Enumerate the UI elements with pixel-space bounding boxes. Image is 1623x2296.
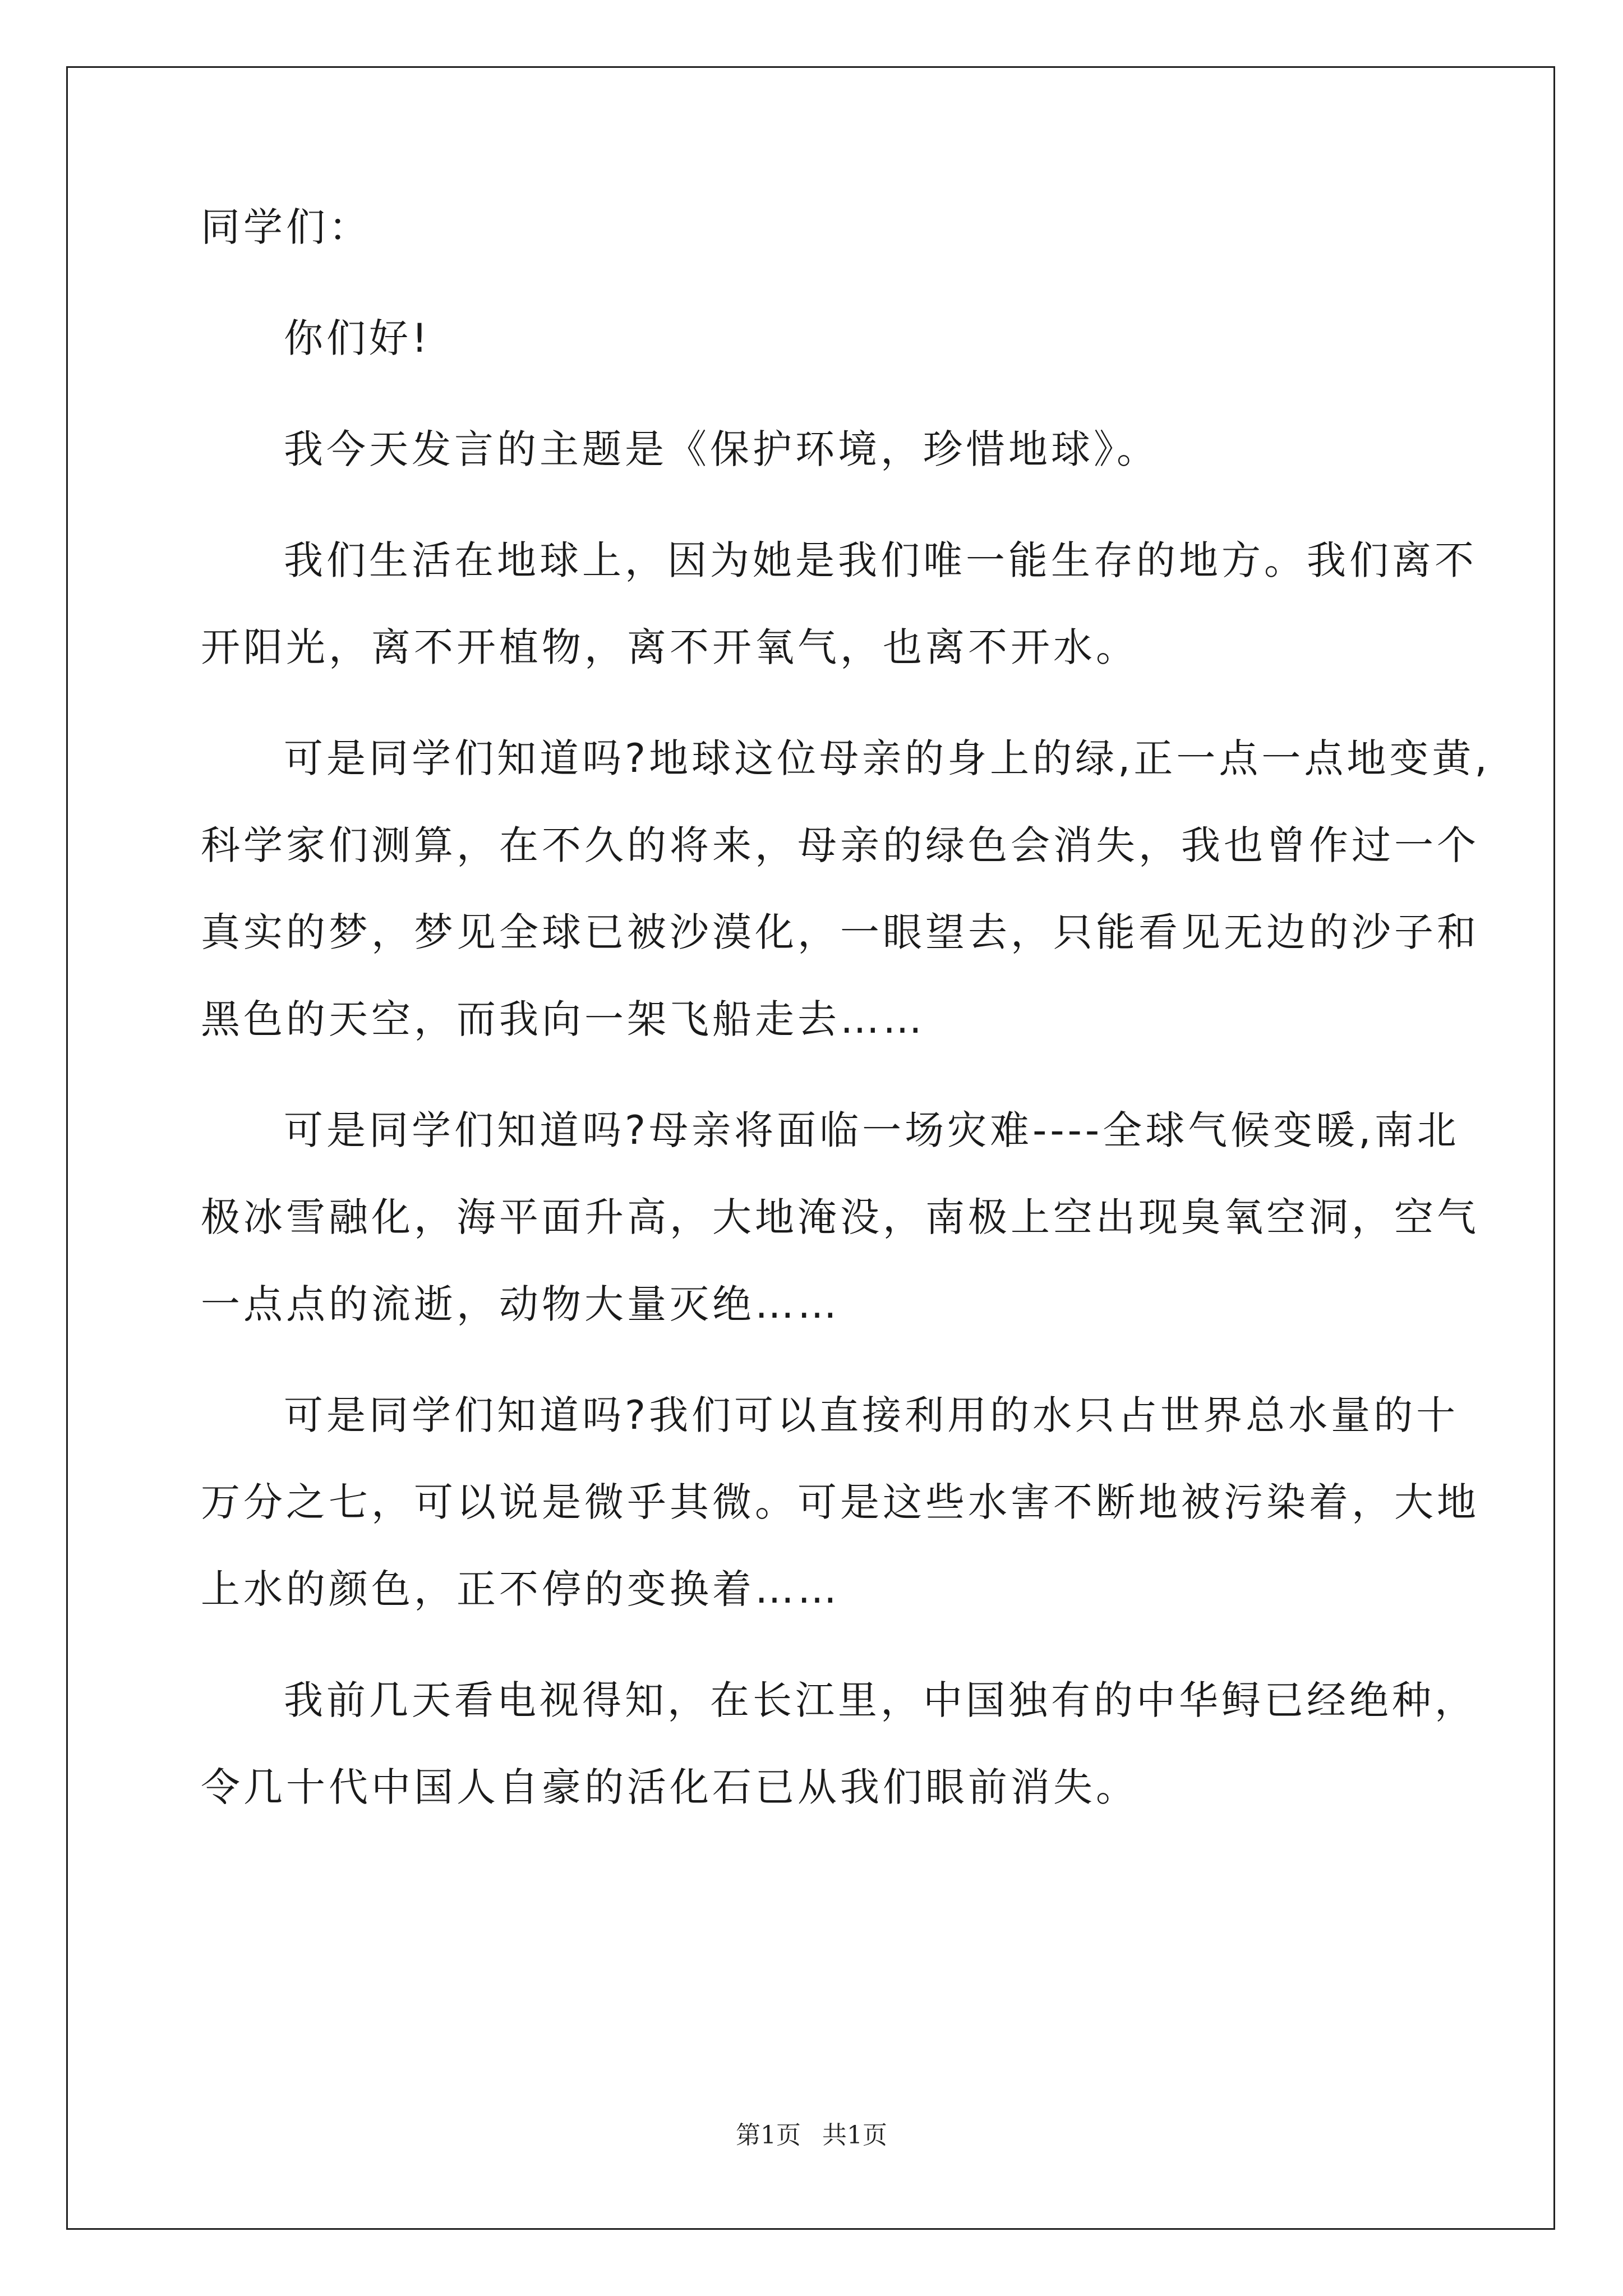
paragraph-line: 真实的梦，梦见全球已被沙漠化，一眼望去，只能看见无边的沙子和 [201, 909, 1479, 955]
paragraph-line: 可是同学们知道吗?母亲将面临一场灾难----全球气候变暖,南北 [284, 1107, 1460, 1153]
page-total: 共1页 [822, 2121, 887, 2150]
paragraph-line: 我们生活在地球上，因为她是我们唯一能生存的地方。我们离不 [284, 537, 1477, 583]
salutation: 同学们： [201, 204, 371, 250]
paragraph-line: 上水的颜色，正不停的变换着…… [201, 1566, 840, 1612]
paragraph-line: 万分之七，可以说是微乎其微。可是这些水害不断地被污染着，大地 [201, 1479, 1479, 1525]
paragraph-line: 科学家们测算，在不久的将来，母亲的绿色会消失，我也曾作过一个 [201, 822, 1479, 868]
paragraph-line: 极冰雪融化，海平面升高，大地淹没，南极上空出现臭氧空洞，空气 [201, 1194, 1479, 1240]
paragraph-line: 黑色的天空，而我向一架飞船走去…… [201, 996, 925, 1042]
paragraph-line: 令几十代中国人自豪的活化石已从我们眼前消失。 [201, 1764, 1138, 1810]
document-body [201, 199, 1491, 1815]
paragraph-line: 我前几天看电视得知，在长江里，中国独有的中华鲟已经绝种， [284, 1677, 1477, 1723]
page-footer [0, 2119, 1623, 2152]
greeting: 你们好! [284, 315, 431, 361]
page-number: 第1页 [736, 2121, 801, 2150]
topic-line: 我今天发言的主题是《保护环境，珍惜地球》。 [284, 426, 1159, 472]
paragraph-line: 一点点的流逝，动物大量灭绝…… [201, 1281, 840, 1327]
paragraph-line: 可是同学们知道吗?我们可以直接利用的水只占世界总水量的十 [284, 1392, 1459, 1438]
paragraph-line: 可是同学们知道吗?地球这位母亲的身上的绿,正一点一点地变黄, [284, 735, 1491, 781]
paragraph-line: 开阳光，离不开植物，离不开氧气，也离不开水。 [201, 624, 1138, 670]
